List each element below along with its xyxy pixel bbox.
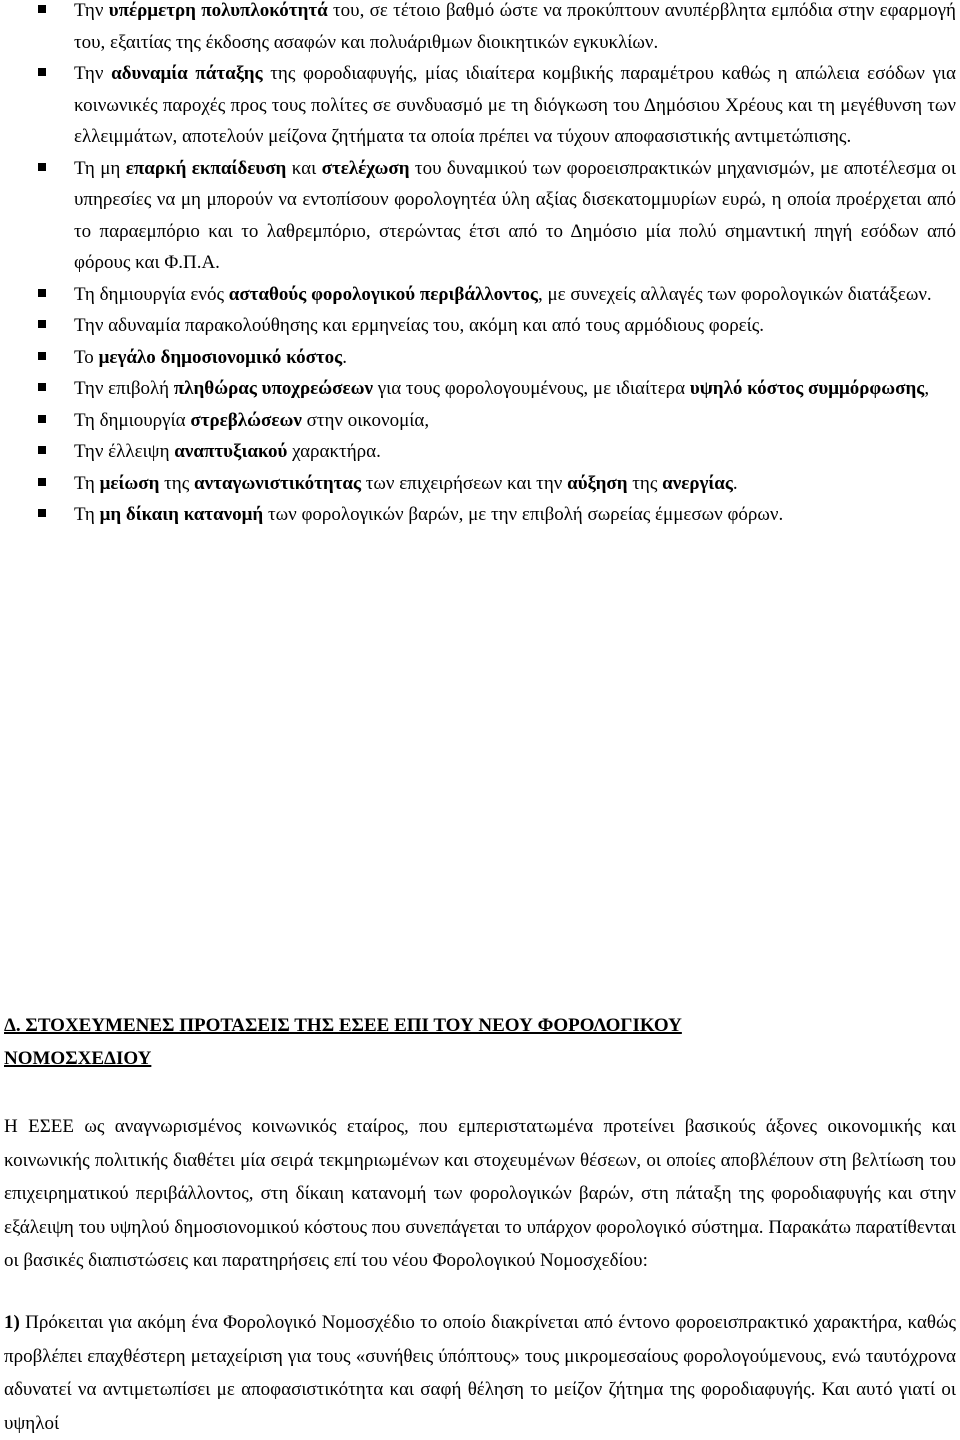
text-run: του, σε τέτοιο βαθμό ώστε να προκύπτουν ανυπέρβλητα εμπόδια στην εφαρμογή του, εξαιτίας της έκδοσης ασαφών και πολυάριθμων διοικητικών εγκυκλίων.: [74, 0, 956, 53]
text-run: Τη: [74, 504, 100, 525]
text-run: και: [286, 157, 322, 179]
text-run: Την: [74, 0, 109, 21]
point-number: 1): [4, 1312, 20, 1333]
bold-text: επαρκή εκπαίδευση: [125, 157, 287, 179]
square-bullet-icon: [38, 163, 46, 171]
square-bullet-icon: [38, 289, 46, 297]
list-item: [0, 373, 960, 405]
list-item-text: [74, 410, 429, 431]
bold-text: αναπτυξιακού: [174, 441, 288, 462]
bold-text: μη δίκαιη κατανομή: [99, 504, 264, 525]
text-run: ,: [924, 378, 930, 399]
list-item: [0, 342, 960, 374]
intro-paragraph: Η ΕΣΕΕ ως αναγνωρισμένος κοινωνικός εταίρος, που εμπεριστατωμένα προτείνει βασικούς άξονες οικονομικής και κοινωνικής πολιτικής διαθέτει μία σειρά τεκμηριωμένων και στοχευμένων θέσεων, οι οποίες αποβλέπουν στη βελτίωση του επιχειρηματικού περιβάλλοντος, στη δίκαιη κατανομή των φορολογικών βαρών, στη πάταξη της φοροδιαφυγής και στην εξάλειψη του υψηλού δημοσιονομικού κόστους που συνεπάγεται το υπάρχον φορολογικό σύστημα. Παρακάτω παρατίθενται οι βασικές διαπιστώσεις και παρατηρήσεις επί του νέου Φορολογικού Νομοσχεδίου:: [4, 1116, 956, 1271]
text-run: Την αδυναμία παρακολούθησης και ερμηνείας του, ακόμη και από τους αρμόδιους φορείς.: [74, 315, 765, 336]
section-heading: [4, 1009, 864, 1075]
list-item-text: [74, 284, 932, 305]
list-item-text: [74, 347, 347, 368]
bold-text: αδυναμία πάταξης: [111, 63, 263, 84]
bullet-list: [0, 0, 960, 531]
section-heading-line2: ΝΟΜΟΣΧΕΔΙΟΥ: [4, 1048, 152, 1069]
square-bullet-icon: [38, 446, 46, 454]
text-run: των φορολογικών βαρών, με την επιβολή σωρείας έμμεσων φόρων.: [263, 504, 784, 525]
list-item-text: [74, 315, 764, 336]
square-bullet-icon: [38, 509, 46, 517]
text-run: χαρακτήρα.: [287, 441, 381, 462]
text-run: .: [732, 472, 738, 494]
text-run: .: [342, 346, 347, 368]
square-bullet-icon: [38, 478, 46, 486]
section-heading-line1: Δ. ΣΤΟΧΕΥΜΕΝΕΣ ΠΡΟΤΑΣΕΙΣ ΤΗΣ ΕΣΕΕ ΕΠΙ ΤΟΥ ΝΕΟΥ ΦΟΡΟΛΟΓΙΚΟΥ: [4, 1015, 682, 1036]
bold-text: υψηλό κόστος συμμόρφωσης: [689, 378, 925, 399]
bold-text: στελέχωση: [321, 157, 410, 179]
text-run: Την επιβολή: [74, 378, 174, 399]
list-item-text: [74, 441, 381, 462]
bold-text: ασταθούς φορολογικού περιβάλλοντος: [228, 283, 538, 305]
text-run: στην οικονομία,: [301, 409, 430, 431]
list-item: [0, 468, 960, 500]
square-bullet-icon: [38, 320, 46, 328]
square-bullet-icon: [38, 415, 46, 423]
bold-text: στρεβλώσεων: [190, 409, 302, 431]
text-run: Το: [74, 346, 99, 368]
text-run: Την έλλειψη: [74, 441, 175, 462]
square-bullet-icon: [38, 5, 46, 13]
list-item: [0, 0, 960, 58]
text-run: Την: [74, 63, 112, 84]
list-item: [0, 58, 960, 153]
list-item-text: [74, 473, 738, 494]
text-run: Τη δημιουργία: [74, 409, 191, 431]
text-run: Τη μη: [74, 157, 126, 179]
text-run: της: [159, 472, 194, 494]
text-run: των επιχειρήσεων και την: [361, 472, 568, 494]
text-run: της φοροδιαφυγής, μίας ιδιαίτερα κομβικής παραμέτρου καθώς η απώλεια εσόδων για κοινωνικές παροχές προς τους πολίτες σε συνδυασμό με τη διόγκωση του Δημόσιου Χρέους και τη μεγέθυνση των ελλειμμάτων, αποτελούν μείζονα ζητήματα τα οποία πρέπει να τύχουν αποφασιστικής αντιμετώπισης.: [74, 63, 956, 147]
bold-text: πληθώρας υποχρεώσεων: [173, 378, 373, 399]
list-item-text: [74, 158, 956, 274]
text-run: Τη: [74, 472, 100, 494]
text-run: Τη δημιουργία ενός: [74, 283, 229, 305]
list-item-text: [74, 504, 783, 525]
text-run: της: [627, 472, 663, 494]
list-item-text: [74, 63, 956, 147]
bold-text: μείωση: [99, 472, 160, 494]
text-run: για τους φορολογουμένους, με ιδιαίτερα: [372, 378, 690, 399]
text-run: , με συνεχείς αλλαγές των φορολογικών διατάξεων.: [537, 283, 932, 305]
bold-text: μεγάλο δημοσιονομικό κόστος: [98, 346, 343, 368]
list-item: [0, 310, 960, 342]
point-text: Πρόκειται για ακόμη ένα Φορολογικό Νομοσχέδιο το οποίο διακρίνεται από έντονο φοροεισπρακτικό χαρακτήρα, καθώς προβλέπει επαχθέστερη μεταχείριση για τους «συνήθεις ύπόπτους» τους μικρομεσαίους φορολογούμενους, ενώ ταυτόχρονα αδυνατεί να αντιμετωπίσει με αποφασιστικότητα και σαφή θέληση το μείζον ζήτημα της φοροδιαφυγής. Και αυτό γιατί οι υψηλοί: [4, 1312, 956, 1434]
text-run: του δυναμικού των φοροεισπρακτικών μηχανισμών, με αποτέλεσμα οι υπηρεσίες να μη μπορούν να εντοπίσουν φορολογητέα ύλη αξίας δισεκατομμυρίων ευρώ, η οποία προέρχεται από το παραεμπόριο και το λαθρεμπόριο, στερώντας έτσι από το Δημόσιο μία πολύ σημαντική πηγή εσόδων από φόρους και Φ.Π.Α.: [74, 157, 956, 273]
bold-text: αύξηση: [567, 472, 628, 494]
list-item: [0, 279, 960, 311]
bold-text: ανεργίας: [662, 472, 733, 494]
bold-text: ανταγωνιστικότητας: [194, 472, 362, 494]
list-item: [0, 153, 960, 279]
square-bullet-icon: [38, 68, 46, 76]
list-item-text: [74, 0, 956, 53]
square-bullet-icon: [38, 383, 46, 391]
bold-text: υπέρμετρη πολυπλοκότητά: [108, 0, 328, 21]
numbered-point-1: [4, 1306, 956, 1440]
list-item: [0, 499, 960, 531]
list-item: [0, 436, 960, 468]
list-item-text: [74, 378, 929, 399]
list-item: [0, 405, 960, 437]
square-bullet-icon: [38, 352, 46, 360]
